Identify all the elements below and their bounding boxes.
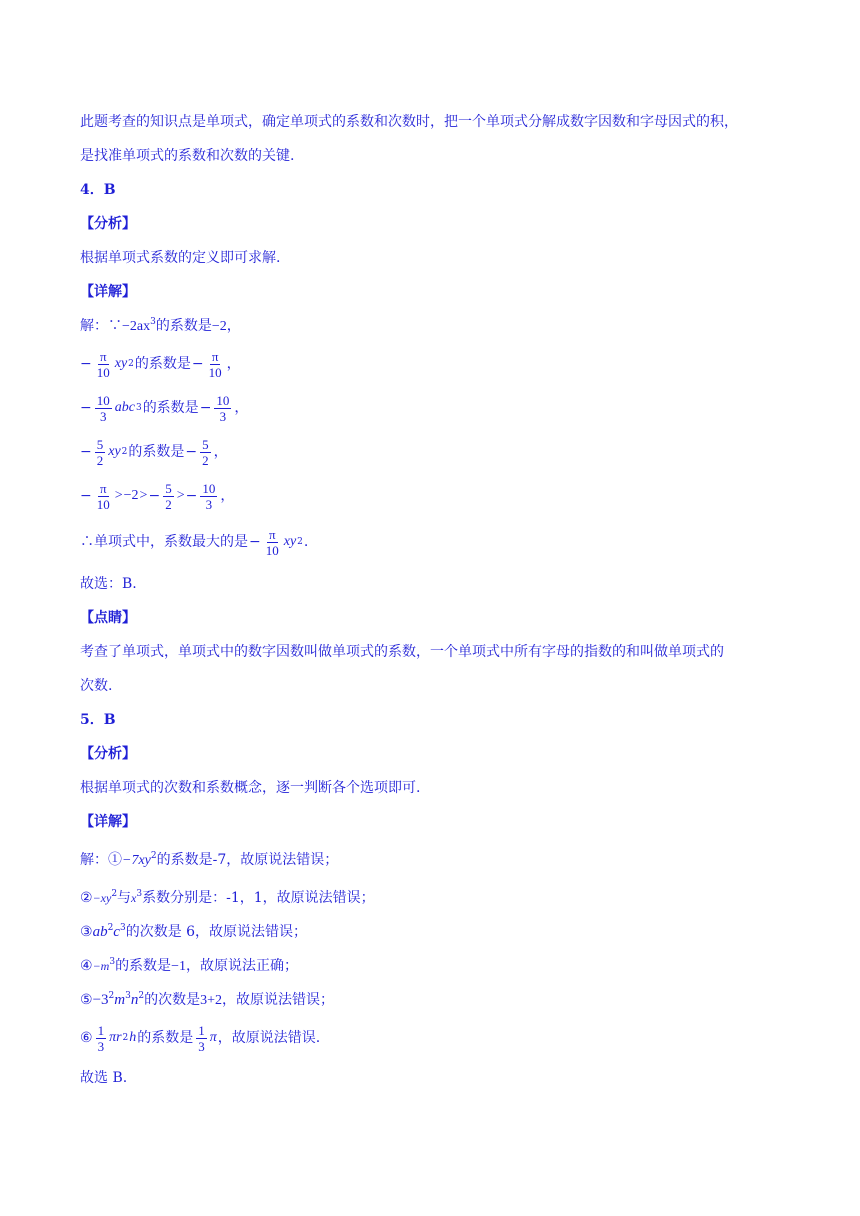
q4-detail-tag: 【详解】 xyxy=(80,284,136,300)
q5-item-2: $②-xy^2$与$x^3$系数分别是：-1，1，故原说法错误； xyxy=(80,889,375,906)
fraction: $\frac{10}{3}$ xyxy=(216,392,230,424)
fraction: $\frac{5}{2}$ xyxy=(96,436,104,468)
q4-comment-line-2: 次数. xyxy=(80,678,113,694)
q4-comment-tag: 【点睛】 xyxy=(80,610,136,626)
q5-choose: 故选 B. xyxy=(80,1070,128,1086)
intro-line-2: 是找准单项式的系数和次数的关键. xyxy=(80,148,295,164)
q4-analysis-tag: 【分析】 xyxy=(80,216,136,232)
q5-item-5: $⑤-3^2m^3n^2$的次数是3+2，故原说法错误； xyxy=(80,991,334,1008)
intro-line-1: 此题考查的知识点是单项式，确定单项式的系数和次数时，把一个单项式分解成数字因数和字母因式的积， xyxy=(80,114,738,130)
q4-analysis-text: 根据单项式系数的定义即可求解. xyxy=(80,250,281,266)
fraction: $\frac{1}{3}$ xyxy=(97,1022,105,1054)
q5-item-6: ⑥ $\frac{1}{3}$ πr 2 h 的系数是 $\frac{1}{3}$ π ，故原说法错误. xyxy=(80,1022,321,1054)
fraction: $\frac{\pi}{10}$ xyxy=(96,480,110,512)
q5-analysis-tag: 【分析】 xyxy=(80,746,136,762)
q5-item-1: 解：$①-7xy^2$的系数是-7，故原说法错误； xyxy=(80,851,339,868)
fraction: $\frac{10}{3}$ xyxy=(96,392,110,424)
q5-detail-tag: 【详解】 xyxy=(80,814,136,830)
q5-heading: 5．B xyxy=(80,712,116,728)
fraction: $\frac{10}{3}$ xyxy=(202,480,216,512)
q4-detail-line-2: − $\frac{\pi}{10}$ xy 2 的系数是 − $\frac{\pi}{10}$ ， xyxy=(80,348,241,380)
q4-conclusion: ∴单项式中，系数最大的是 − $\frac{\pi}{10}$ xy 2 . xyxy=(80,526,309,558)
fraction: $\frac{\pi}{10}$ xyxy=(96,348,110,380)
fraction: $\frac{\pi}{10}$ xyxy=(208,348,222,380)
fraction: $\frac{1}{3}$ xyxy=(198,1022,205,1054)
q5-analysis-text: 根据单项式的次数和系数概念，逐一判断各个选项即可. xyxy=(80,780,421,796)
fraction: $\frac{\pi}{10}$ xyxy=(265,526,279,558)
q4-detail-line-5: − $\frac{\pi}{10}$ > −2 > − $\frac{5}{2}$ > − $\frac{10}{3}$ ， xyxy=(80,480,235,512)
q5-item-3: $③ab^2c^3$的次数是 6，故原说法错误； xyxy=(80,923,308,940)
fraction: $\frac{5}{2}$ xyxy=(165,480,172,512)
q4-detail-line-4: − $\frac{5}{2}$ xy 2 的系数是 − $\frac{5}{2}$ ， xyxy=(80,436,228,468)
q5-item-4: $④-m^3$的系数是−1，故原说法正确； xyxy=(80,957,298,974)
q4-choose: 故选：B. xyxy=(80,576,137,592)
q4-detail-line-3: − $\frac{10}{3}$ abc 3 的系数是 − $\frac{10}{3}$ ， xyxy=(80,392,249,424)
fraction: $\frac{5}{2}$ xyxy=(202,436,209,468)
q4-heading: 4．B xyxy=(80,182,116,198)
q4-detail-line-1: 解：$\because-2ax^3$的系数是−2， xyxy=(80,317,241,334)
math-expr: −2ax xyxy=(122,319,151,334)
q4-comment-line-1: 考查了单项式，单项式中的数字因数叫做单项式的系数，一个单项式中所有字母的指数的和叫做单项式的 xyxy=(80,644,724,660)
